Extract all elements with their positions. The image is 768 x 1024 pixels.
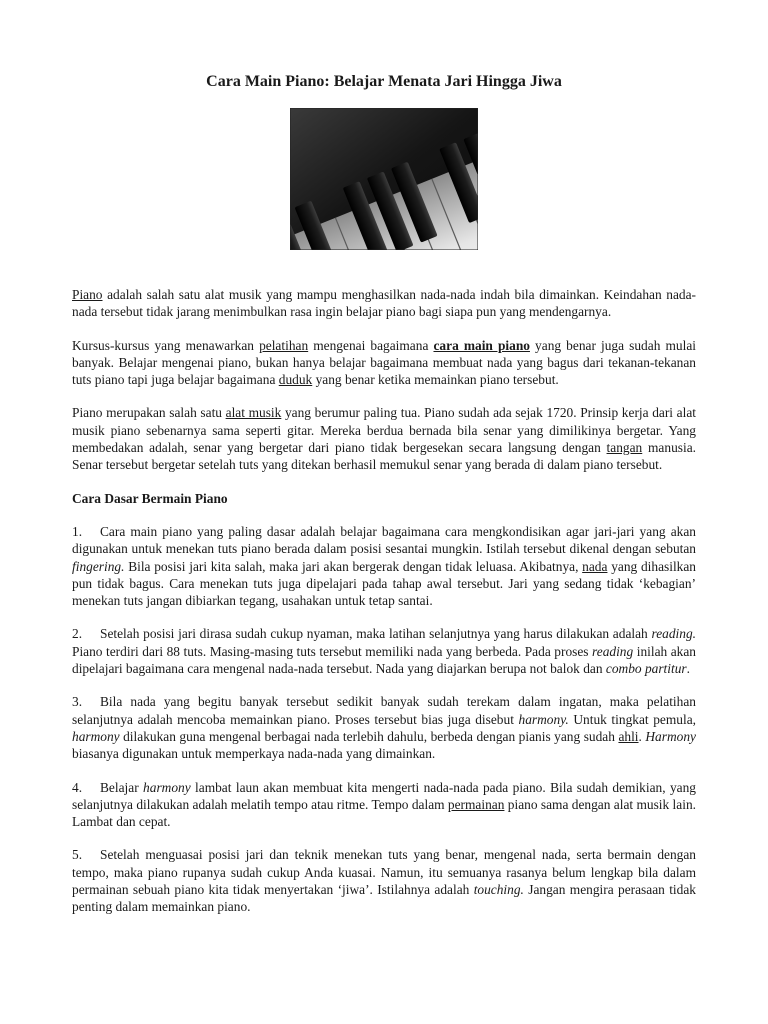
- link-cara-main-piano[interactable]: cara main piano: [433, 337, 530, 353]
- link-ahli[interactable]: ahli: [618, 728, 639, 744]
- paragraph-history: Piano merupakan salah satu alat musik yang berumur paling tua. Piano sudah ada sejak 1720. Prinsip kerja dari alat musik piano sebenarnya sama seperti gitar. Mereka berdua bernada bila senar yang dimilikinya bergetar. Yang membedakan adalah, senar yang bergetar dari piano tidak bergesekan secara langsung dengan tangan manusia. Senar tersebut bergetar setelah tuts yang ditekan berhasil memukul senar yang berada di dalam piano tersebut.: [72, 405, 696, 473]
- list-number: 4.: [72, 779, 83, 795]
- link-duduk[interactable]: duduk: [278, 372, 313, 388]
- list-number: 3.: [72, 694, 83, 710]
- section-heading: Cara Dasar Bermain Piano: [72, 490, 228, 506]
- paragraph-intro: Piano adalah salah satu alat musik yang mampu menghasilkan nada-nada indah bila dimainkan. Keindahan nada-nada tersebut tidak jarang menimbulkan rasa ingin belajar piano bagi siapa pun yang mendengarnya.: [72, 287, 696, 320]
- link-pelatihan[interactable]: pelatihan: [259, 337, 309, 353]
- link-tangan[interactable]: tangan: [606, 440, 643, 456]
- link-permainan[interactable]: permainan: [447, 796, 505, 812]
- page-title: Cara Main Piano: Belajar Menata Jari Hingga Jiwa: [206, 73, 562, 90]
- link-piano[interactable]: Piano: [72, 287, 103, 302]
- list-item-1: 1. Cara main piano yang paling dasar adalah belajar bagaimana cara mengkondisikan agar jari-jari yang akan digunakan untuk menekan tuts piano berada dalam posisi sesantai mungkin. Istilah tersebut dikenal dengan sebutan fingering. Bila posisi jari kita salah, maka jari akan bergerak dengan tidak leluasa. Akibatnya, nada yang dihasilkan pun tidak bagus. Cara menekan tuts juga dipelajari pada tahap awal tersebut. Jari yang sedang tidak ‘kebagian’ menekan tuts jangan dibiarkan tegang, usahakan untuk tetap santai.: [72, 523, 696, 609]
- list-item-4: 4. Belajar harmony lambat laun akan membuat kita mengerti nada-nada pada piano. Bila sudah demikian, yang selanjutnya dilakukan adalah melatih tempo atau ritme. Tempo dalam permainan piano sama dengan alat musik lain. Lambat dan cepat.: [72, 779, 696, 830]
- list-item-5: 5. Setelah menguasai posisi jari dan teknik menekan tuts yang benar, mengenal nada, serta bermain dengan tempo, maka piano rupanya sudah cukup Anda kuasai. Namun, itu semuanya rasanya belum lengkap bila dalam permainan sebuah piano kita tidak menyertakan ‘jiwa’. Istilahnya adalah touching. Jangan mengira perasaan tidak penting dalam memainkan piano.: [72, 847, 696, 915]
- link-nada[interactable]: nada: [582, 558, 608, 574]
- list-item-3: 3. Bila nada yang begitu banyak tersebut sedikit banyak sudah terekam dalam ingatan, maka pelatihan selanjutnya adalah mencoba memainkan piano. Proses tersebut bias juga disebut harmony. Untuk tingkat pemula, harmony dilakukan guna mengenal berbagai nada terlebih dahulu, berbeda dengan pianis yang sudah ahli. Harmony biasanya digunakan untuk memperkaya nada-nada yang dimainkan.: [72, 694, 696, 762]
- list-number: 5.: [72, 847, 83, 863]
- piano-keys-photo-icon: [290, 108, 478, 250]
- list-item-2: 2. Setelah posisi jari dirasa sudah cukup nyaman, maka latihan selanjutnya yang harus dilakukan adalah reading. Piano terdiri dari 88 tuts. Masing-masing tuts tersebut memiliki nada yang berbeda. Pada proses reading inilah akan dipelajari bagaimana cara mengenal nada-nada tersebut. Nada yang diajarkan berupa not balok dan combo partitur.: [72, 626, 697, 677]
- paragraph-courses: Kursus-kursus yang menawarkan pelatihan mengenai bagaimana cara main piano yang benar juga sudah mulai banyak. Belajar mengenai piano, bukan hanya belajar bagaimana membuat nada yang bagus dari tekanan-tekanan tuts piano tapi juga belajar bagaimana duduk yang benar ketika memainkan piano tersebut.: [72, 337, 696, 388]
- piano-keys-image: [290, 108, 478, 250]
- list-number: 1.: [72, 523, 83, 539]
- link-alat-musik[interactable]: alat musik: [225, 405, 282, 421]
- article-body: [72, 286, 696, 932]
- list-number: 2.: [72, 626, 83, 642]
